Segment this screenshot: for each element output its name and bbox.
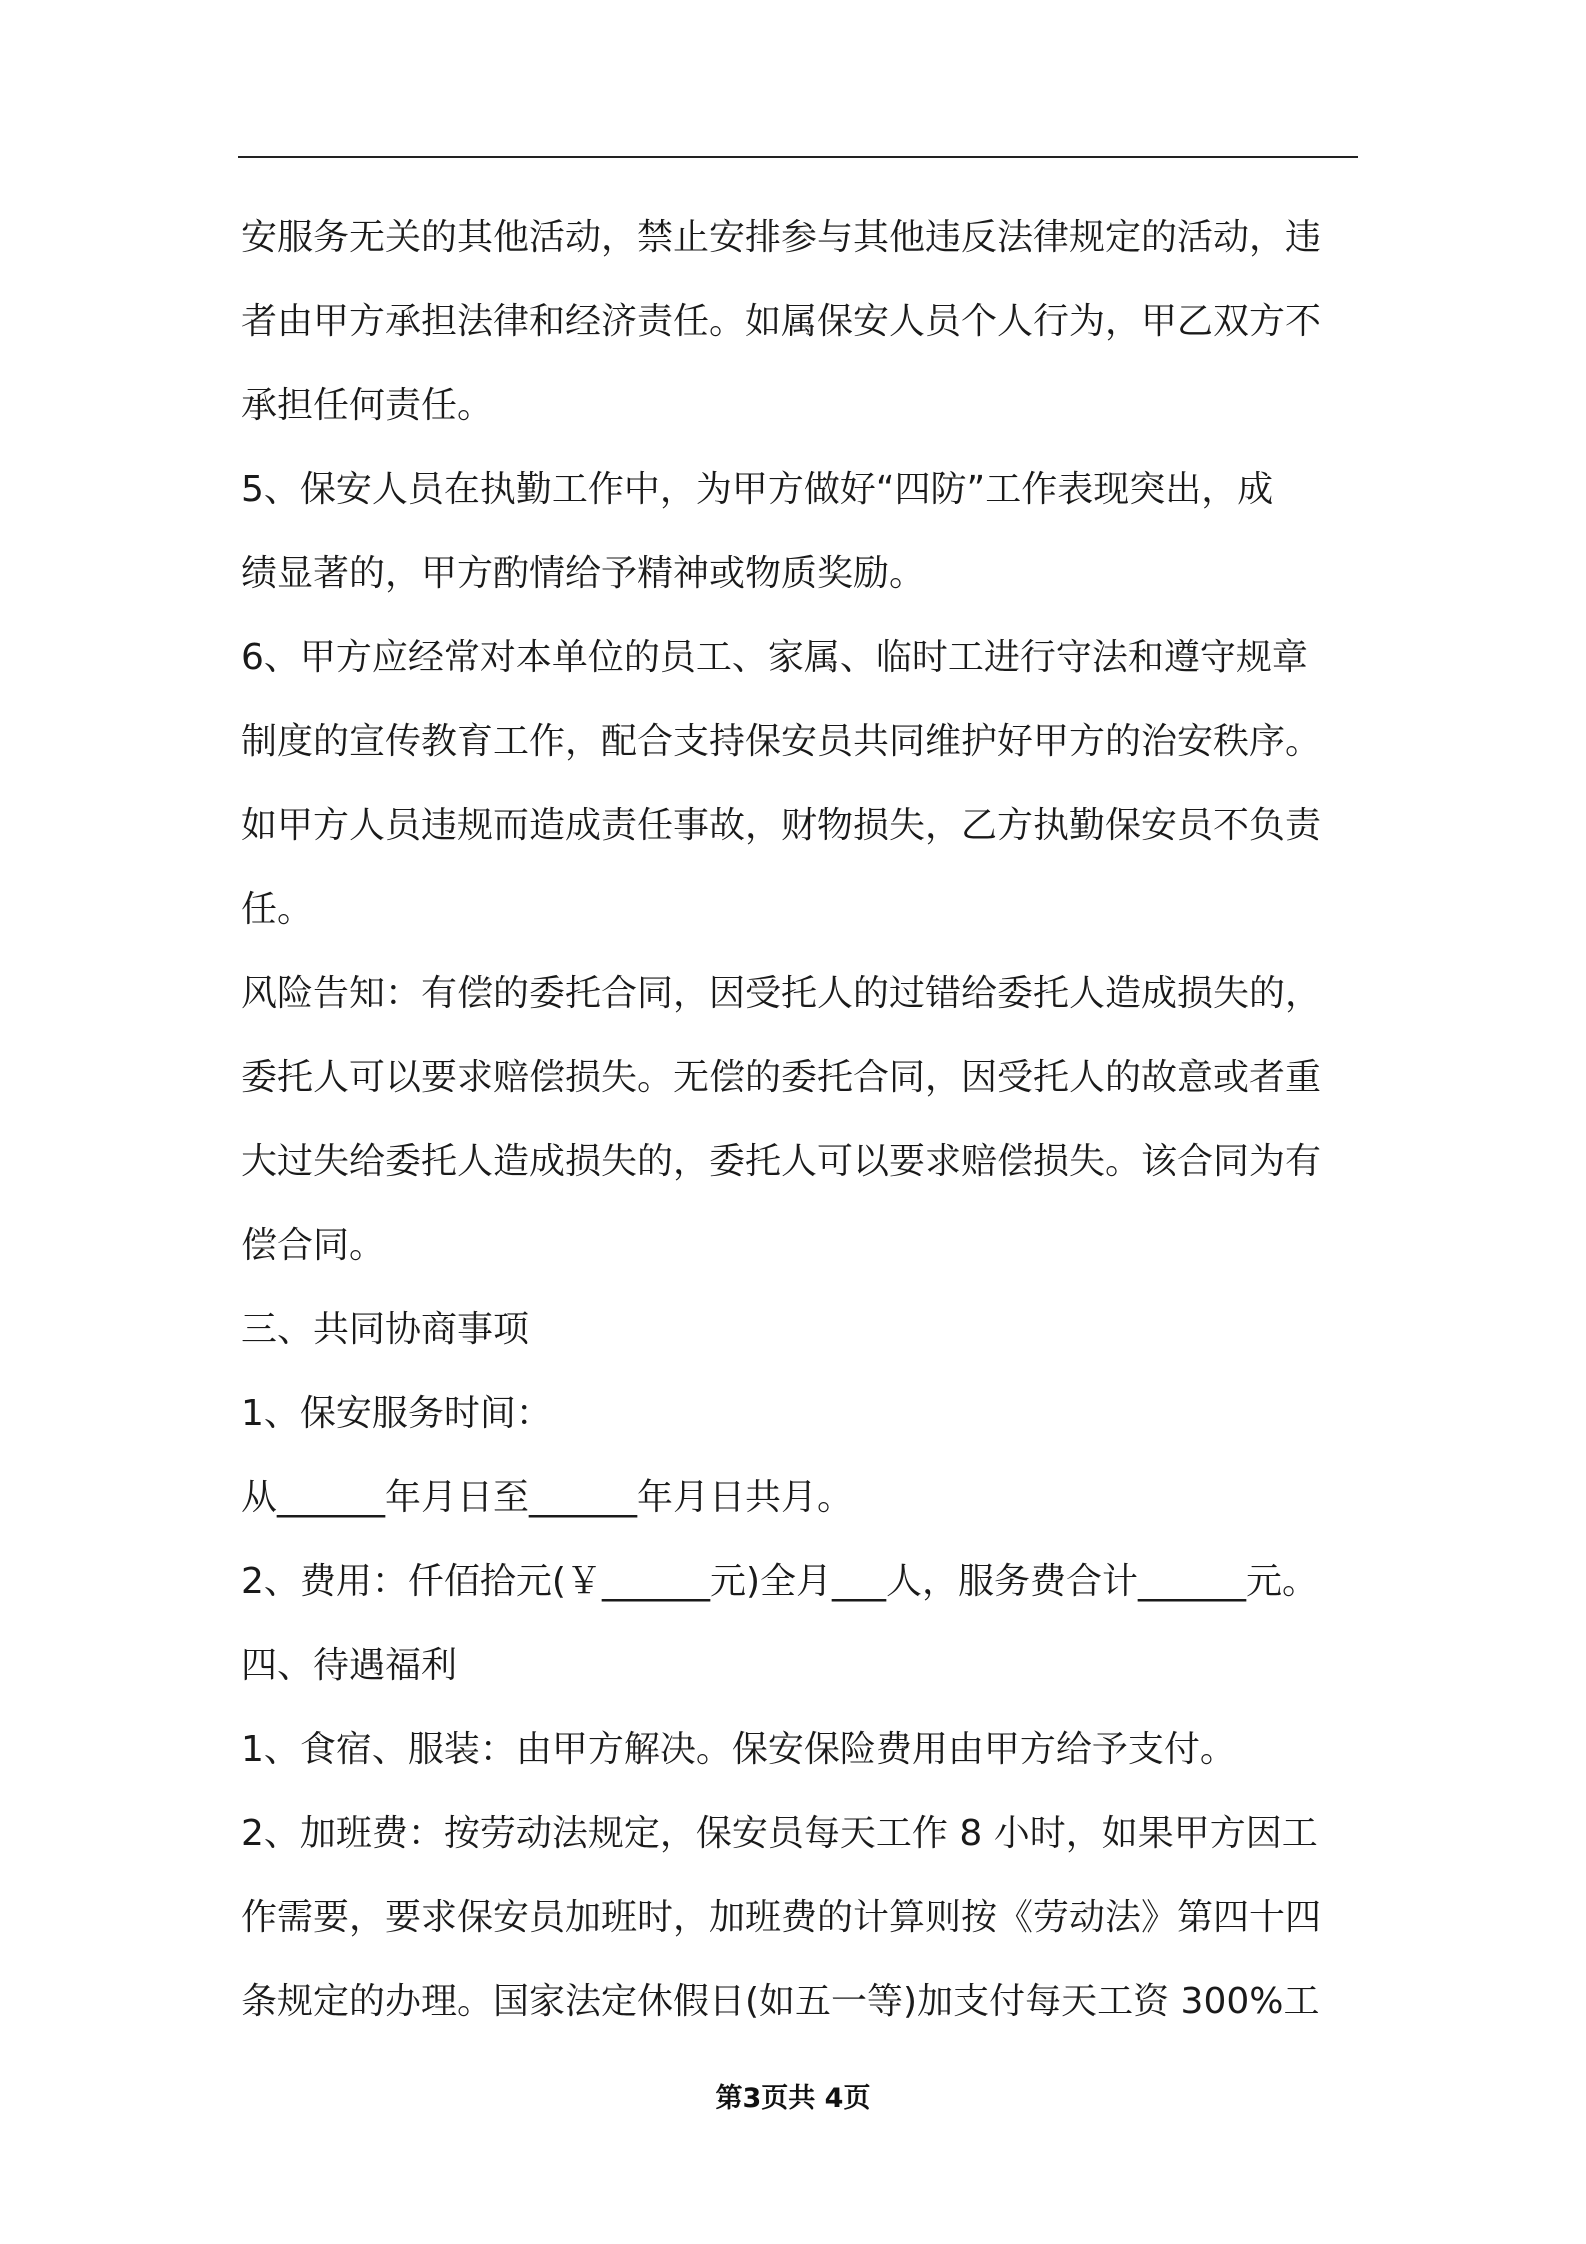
text-line: 绩显著的，甲方酌情给予精神或物质奖励。: [241, 553, 926, 594]
text-line: 2、加班费：按劳动法规定，保安员每天工作 8 小时，如果甲方因工: [241, 1813, 1318, 1854]
text-line: 安服务无关的其他活动，禁止安排参与其他违反法律规定的活动，违: [241, 217, 1322, 258]
text-line: 从______年月日至______年月日共月。: [241, 1477, 854, 1518]
text-line: 制度的宣传教育工作，配合支持保安员共同维护好甲方的治安秩序。: [241, 721, 1322, 762]
text-line: 作需要，要求保安员加班时，加班费的计算则按《劳动法》第四十四: [241, 1897, 1322, 1938]
text-line: 委托人可以要求赔偿损失。无偿的委托合同，因受托人的故意或者重: [241, 1057, 1322, 1098]
text-line: 如甲方人员违规而造成责任事故，财物损失，乙方执勤保安员不负责: [241, 805, 1322, 846]
header-rule: [238, 156, 1358, 158]
text-line: 者由甲方承担法律和经济责任。如属保安人员个人行为，甲乙双方不: [241, 301, 1322, 342]
text-line: 5、保安人员在执勤工作中，为甲方做好“四防”工作表现突出，成: [241, 469, 1274, 510]
text-line: 任。: [241, 889, 314, 930]
page-number: 第3页共 4页: [715, 2083, 871, 2114]
text-line: 1、食宿、服装：由甲方解决。保安保险费用由甲方给予支付。: [241, 1729, 1236, 1770]
text-line: 2、费用：仟佰拾元(￥______元)全月___人，服务费合计______元。: [241, 1561, 1318, 1602]
text-line: 偿合同。: [241, 1225, 386, 1266]
text-line: 1、保安服务时间：: [241, 1393, 552, 1434]
text-line: 承担任何责任。: [241, 385, 494, 426]
section-heading: 三、共同协商事项: [241, 1309, 530, 1350]
text-line: 风险告知：有偿的委托合同，因受托人的过错给委托人造成损失的，: [241, 973, 1322, 1014]
document-body: [241, 196, 1363, 2044]
text-line: 条规定的办理。国家法定休假日(如五一等)加支付每天工资 300%工: [241, 1981, 1320, 2022]
text-line: 大过失给委托人造成损失的，委托人可以要求赔偿损失。该合同为有: [241, 1141, 1322, 1182]
text-line: 6、甲方应经常对本单位的员工、家属、临时工进行守法和遵守规章: [241, 637, 1308, 678]
section-heading: 四、待遇福利: [241, 1645, 458, 1686]
